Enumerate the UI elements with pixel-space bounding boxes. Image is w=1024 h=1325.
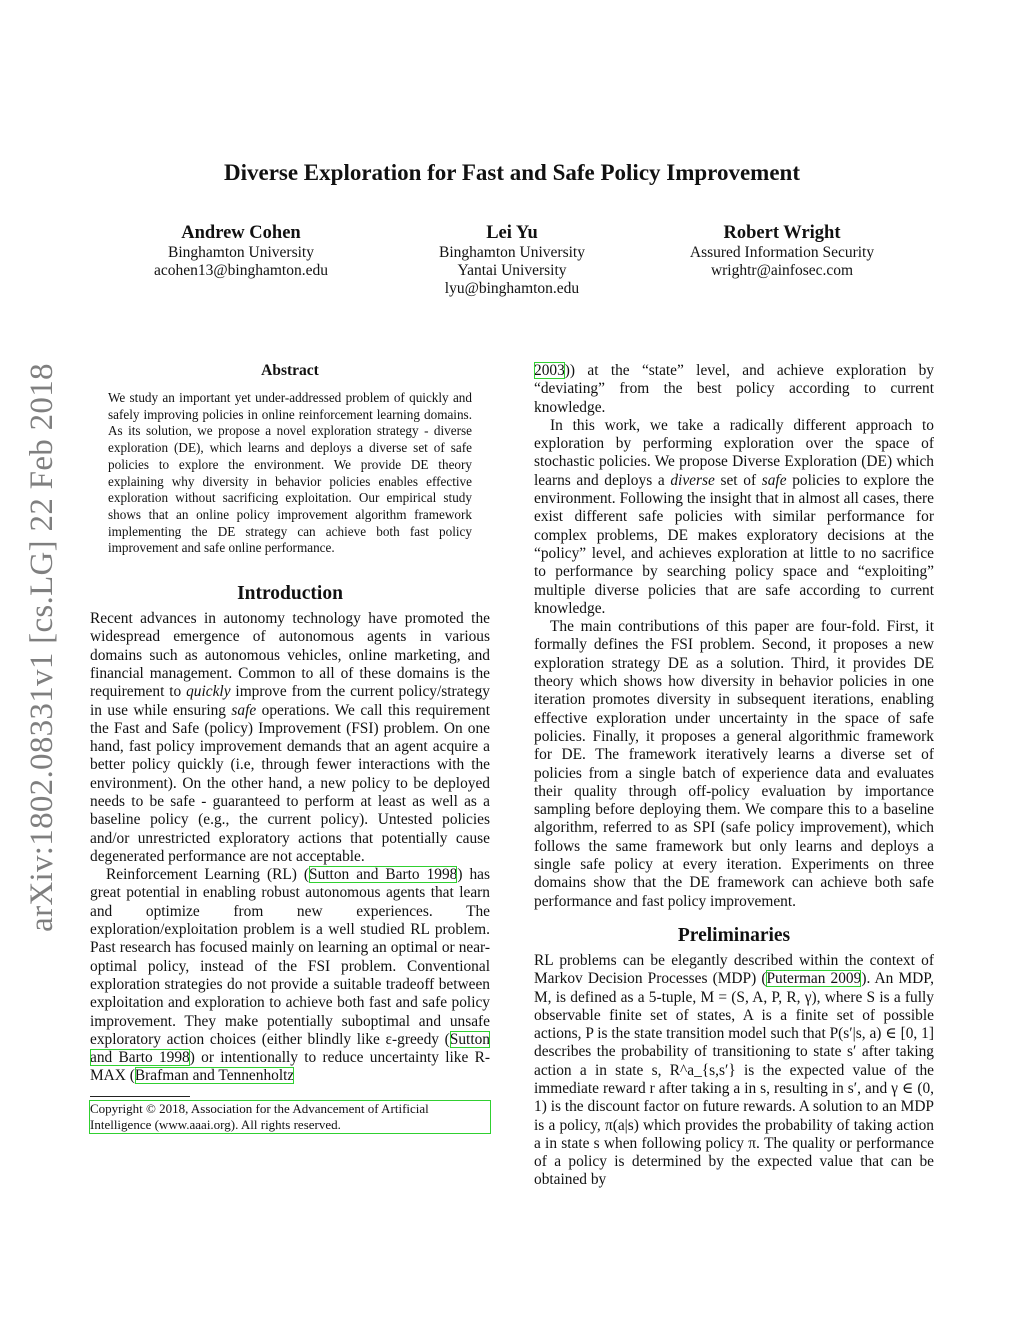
author-name: Lei Yu: [486, 223, 538, 243]
right-column: [534, 362, 934, 1190]
arxiv-id-text: arXiv:1802.08331v1 [cs.LG] 22 Feb 2018: [23, 363, 60, 932]
text-run: )) at the “state” level, and achieve exploration by “deviating” from the best policy according to current knowledge.: [534, 362, 934, 416]
left-column: [90, 362, 490, 1133]
author-email: acohen13@binghamton.edu: [154, 262, 328, 279]
author-name: Robert Wright: [723, 223, 841, 243]
citation-link[interactable]: Brafman and Tennenholtz: [134, 1067, 295, 1085]
citation-link[interactable]: 2003: [534, 362, 565, 379]
footnote-rule: [90, 1096, 190, 1097]
abstract-heading: Abstract: [261, 362, 319, 379]
text-run: In this work, we take a radically different approach to exploration by performing exploration over the space of stochastic policies. We propose Diverse Exploration (DE) which learns and deploys a: [534, 416, 934, 489]
text-run: ). An MDP, M, is defined as a 5-tuple, M = (S, A, P, R, γ), where S is a fully observable finite set of states, A is a finite set of possible actions, P is the state transition model such that P(s′|s, a) ∈ [0, 1] describes the probability of transitioning to state s′ after taking action a in state s, R^a_{s,s′} is the expected value of the immediate reward r after taking a in s, resulting in s′, and γ ∈ (0, 1) is the discount factor on future rewards. A solution to an MDP is a policy, π(a|s) which provides the probability of taking action a in state s when following policy π. The quality or performance of a policy is determined by the expected value that can be obtained by: [534, 970, 934, 1189]
author-affiliation: Assured Information Security: [689, 244, 875, 261]
abstract-text: We study an important yet under-addressed problem of quickly and safely improving policies in online reinforcement learning domains. As its solution, we propose a novel exploration strategy - diverse exploration (DE), which learns and deploys a diverse set of safe policies to explore the environment. We provide DE theory explaining why diversity in behavior policies enables effective exploration without sacrificing exploitation. Our empirical study shows that an online policy improvement algorithm framework implementing the DE strategy can achieve both fast policy improvement and safe online performance.: [108, 390, 472, 556]
text-run: ) or intentionally to reduce uncertainty like R-MAX (: [90, 1049, 490, 1085]
text-run: operations. We call this requirement the Fast and Safe (policy) Improvement (FSI) problem. On one hand, fast policy improvement demands that an agent acquire a better policy quickly (i.e, through fewer interactions with the environment). On the other hand, a new policy to be deployed needs to be safe - guaranteed to perform at least as well as a baseline policy (e.g., the current policy). Untested policies and/or unrestricted exploratory actions that potentially cause degenerated performance are not acceptable.: [90, 701, 490, 865]
preliminaries-heading: Preliminaries: [677, 924, 791, 946]
citation-link[interactable]: Sutton and Barto 1998: [90, 1030, 490, 1067]
citation-link[interactable]: Sutton and Barto 1998: [309, 866, 458, 884]
right-paragraph-0: [534, 362, 934, 417]
text-run: Reinforcement Learning (RL) (: [106, 866, 310, 884]
paper-title: Diverse Exploration for Fast and Safe Policy Improvement: [223, 160, 800, 185]
text-run: ) has great potential in enabling robust autonomous agents that learn and optimize from new experiences. The exploration/exploitation problem is a well studied RL problem. Past research has focused mainly on learning an optimal or near-optimal policy, instead of the FSI problem. Conventional exploration strategies do not provide a suitable tradeoff between exploitation and exploration to achieve both fast and safe policy improvement. They make potentially suboptimal and unsafe exploratory action choices (either blindly like ε-greedy (: [90, 866, 491, 1048]
introduction-heading: Introduction: [237, 583, 343, 605]
emphasis: quickly: [186, 683, 231, 701]
right-paragraph-1: [534, 417, 934, 618]
author-3: [660, 222, 904, 280]
text-run: policies to explore the environment. Following the insight that in almost all cases, there exist different safe policies with similar performance for complex problems, DE makes exploratory decisions at the “policy” level, and achieves exploration at little to no sacrifice to performance by searching policy space and “exploiting” multiple diverse policies that are safe according to current knowledge.: [534, 471, 934, 617]
text-run: RL problems can be elegantly described within the context of Markov Decision Processes (MDP) (: [534, 951, 934, 988]
author-affiliation: Yantai University: [457, 262, 567, 279]
author-1: [126, 222, 356, 280]
author-name: Andrew Cohen: [181, 223, 301, 243]
author-email: lyu@binghamton.edu: [444, 280, 580, 297]
preliminaries-paragraph: [534, 952, 934, 1190]
intro-paragraph-1: [90, 610, 490, 866]
author-block: [0, 222, 1024, 302]
author-2: [397, 222, 627, 298]
emphasis: safe: [761, 471, 787, 489]
text-run: Recent advances in autonomy technology have promoted the widespread emergence of autonomous agents in various domains such as autonomous vehicles, online marketing, and financial management. Common to all of these domains is the requirement to: [90, 610, 490, 701]
citation-link[interactable]: Puterman 2009: [766, 970, 862, 988]
arxiv-identifier: [22, 355, 62, 940]
intro-paragraph-2: [90, 866, 490, 1086]
text-run: improve from the current policy/strategy in use while ensuring: [90, 683, 490, 719]
emphasis: diverse: [670, 471, 715, 489]
author-email: wrightr@ainfosec.com: [710, 262, 854, 279]
copyright-footnote[interactable]: Copyright © 2018, Association for the Advancement of Artificial Intelligence (www.aaai.org). All rights reserved.: [90, 1101, 490, 1133]
author-affiliation: Binghamton University: [168, 244, 314, 261]
author-affiliation: Binghamton University: [439, 244, 585, 261]
contributions-paragraph: The main contributions of this paper are four-fold. First, it formally defines the FSI problem. Second, it proposes a new exploration strategy DE as a solution. Third, it provides DE theory which shows how diversity in behavior policies in one iteration promotes diversity in subsequent iterations, enabling effective exploration under uncertainty in the space of safe policies. Finally, it proposes a general algorithmic framework for DE. The framework iteratively learns a diverse set of policies from a single batch of experience data and evaluates their quality through off-policy evaluation by importance sampling before deploying them. We compare this to a baseline algorithm, referred to as SPI (safe policy improvement), which follows the same framework but only learns and deploys a single safe policy at every iteration. Experiments on three domains show that the DE framework can achieve both safe performance and fast policy improvement.: [534, 618, 934, 910]
text-run: set of: [714, 471, 762, 489]
emphasis: safe: [231, 701, 257, 719]
